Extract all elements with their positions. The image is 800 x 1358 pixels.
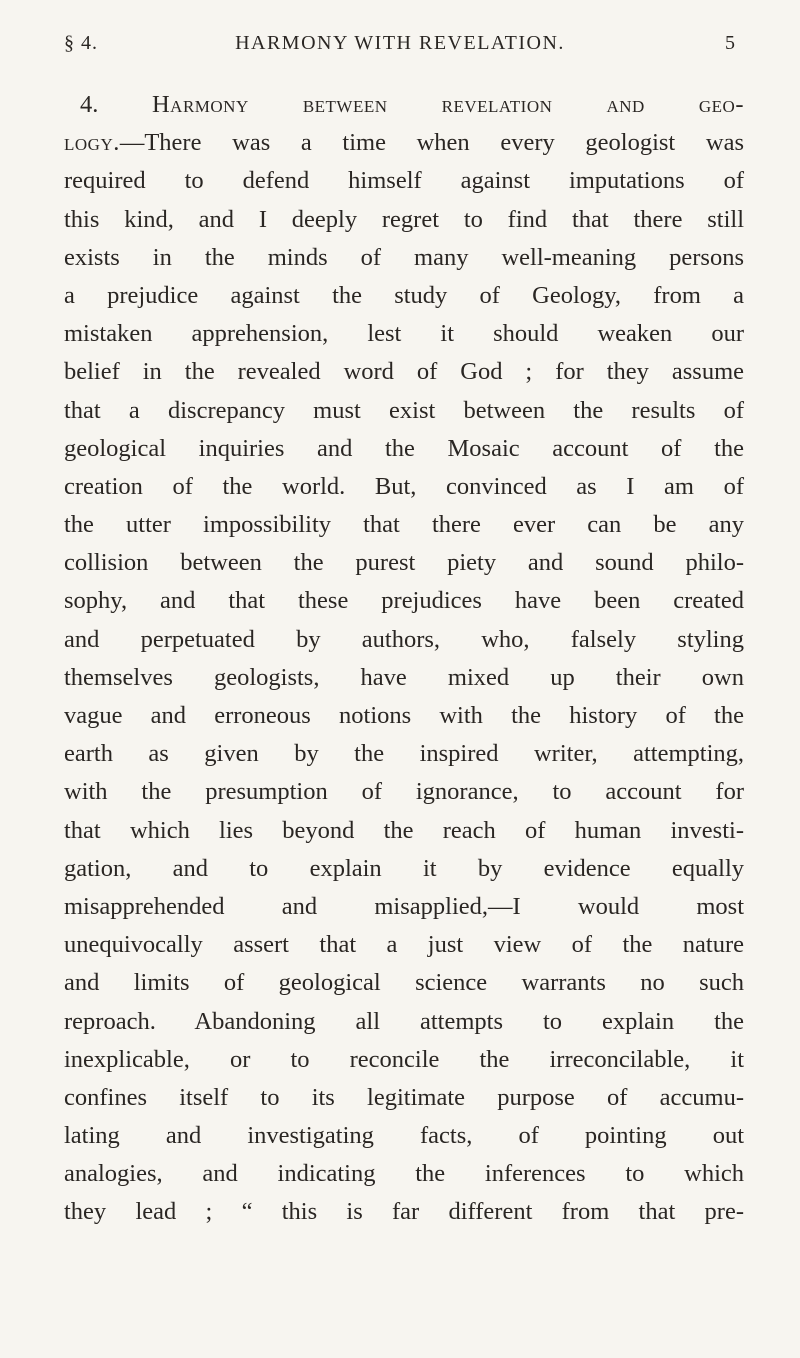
text-line: inexplicable, or to reconcile the irreconcilable, it	[64, 1045, 744, 1073]
text-line: this kind, and I deeply regret to find that there still	[64, 205, 744, 233]
text-line: sophy, and that these prejudices have been created	[64, 587, 744, 615]
page-number: 5	[725, 32, 736, 54]
text-line: a prejudice against the study of Geology, from a	[64, 281, 744, 309]
text-line: creation of the world. But, convinced as I am of	[64, 472, 744, 500]
text-line: exists in the minds of many well-meaning persons	[64, 243, 744, 271]
header-title: HARMONY WITH REVELATION.	[235, 32, 565, 54]
text-line: that which lies beyond the reach of human investi-	[64, 816, 744, 844]
text-line: earth as given by the inspired writer, attempting,	[64, 740, 744, 768]
text-line: with the presumption of ignorance, to account for	[64, 778, 744, 806]
text-line: gation, and to explain it by evidence equally	[64, 854, 744, 882]
text-line: lating and investigating facts, of pointing out	[64, 1122, 744, 1150]
text-line: collision between the purest piety and sound philo-	[64, 549, 744, 577]
text-line: they lead ; “ this is far different from that pre-	[64, 1198, 744, 1226]
section-heading-line	[64, 86, 744, 124]
text-line: unequivocally assert that a just view of the nature	[64, 931, 744, 959]
text-line: the utter impossibility that there ever can be any	[64, 511, 744, 539]
text-line: vague and erroneous notions with the history of the	[64, 702, 744, 729]
heading-number: 4.	[80, 91, 99, 118]
text-line-content: —There was a time when every geologist was	[119, 129, 744, 157]
text-line: geological inquiries and the Mosaic account of the	[64, 434, 744, 462]
text-line: and perpetuated by authors, who, falsely styling	[64, 625, 744, 653]
text-line: analogies, and indicating the inferences to which	[64, 1160, 744, 1188]
text-line: that a discrepancy must exist between the results of	[64, 396, 744, 424]
text-line: and limits of geological science warrants no such	[64, 969, 744, 997]
text-line: mistaken apprehension, lest it should weaken our	[64, 320, 744, 348]
header-section-number: § 4.	[64, 32, 98, 54]
heading-title: Harmony between revelation and geo-	[151, 91, 744, 118]
text-line: belief in the revealed word of God ; for they assume	[64, 358, 744, 386]
text-line: misapprehended and misapplied,—I would most	[64, 892, 744, 920]
text-line: confines itself to its legitimate purpose of accumu-	[64, 1083, 744, 1111]
running-header	[64, 32, 736, 62]
body-text	[64, 86, 744, 1232]
text-line	[64, 124, 744, 162]
text-line: themselves geologists, have mixed up their own	[64, 663, 744, 691]
text-line: required to defend himself against imputations of	[64, 167, 744, 195]
heading-title-continued: logy.	[64, 129, 120, 157]
text-line: reproach. Abandoning all attempts to explain the	[64, 1007, 744, 1035]
